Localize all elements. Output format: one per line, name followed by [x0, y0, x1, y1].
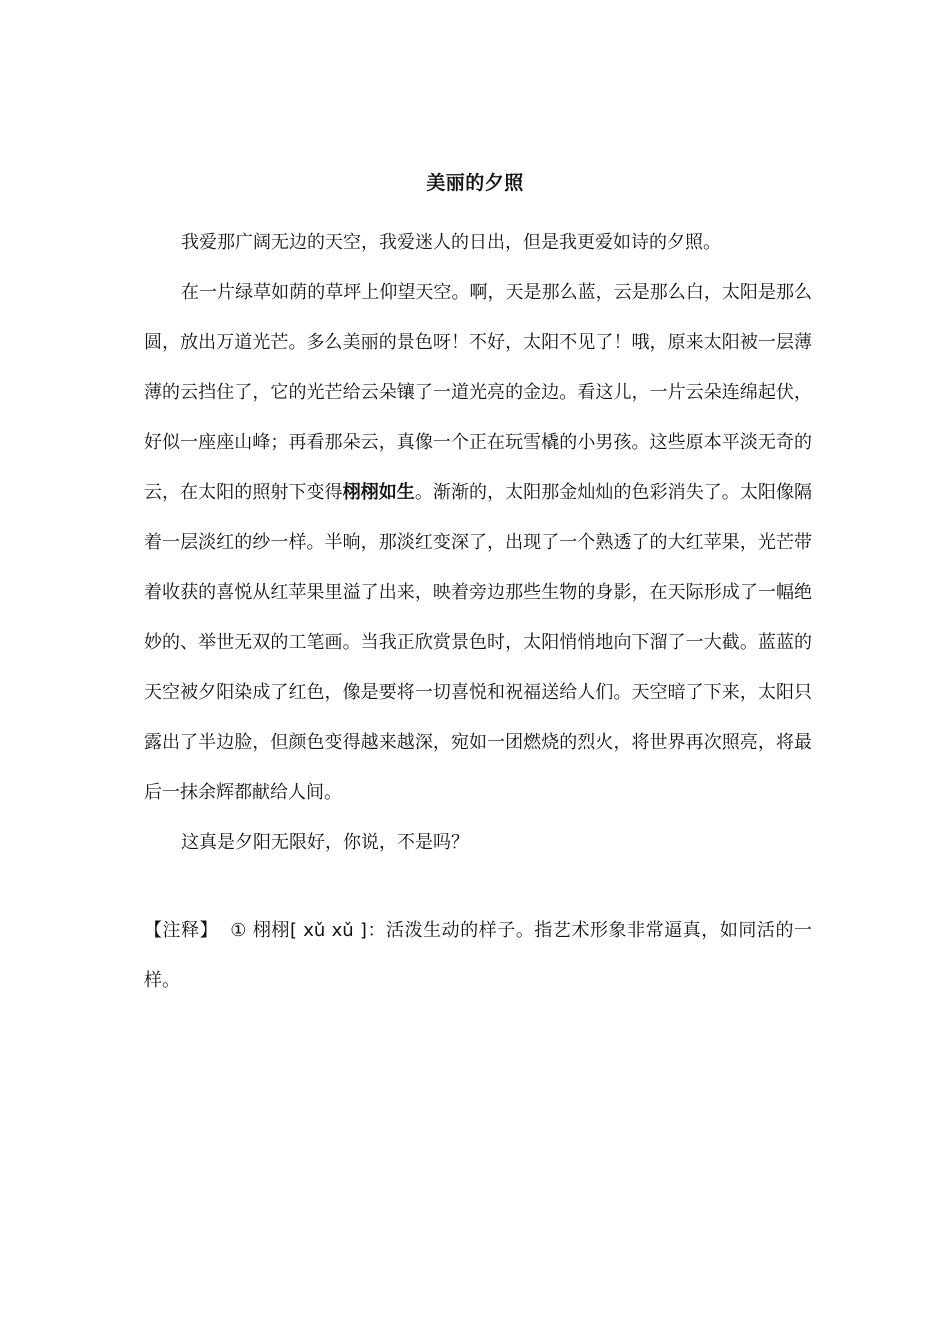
paragraph-2-text-a: 在一片绿草如荫的草坪上仰望天空。啊，天是那么蓝，云是那么白，太阳是那么圆，放出万道光芒。多么美丽的景色呀！不好，太阳不见了！哦，原来太阳被一层薄薄的云挡住了，它的光芒给云朵镶了一道光亮的金边。看这儿，一片云朵连绵起伏，好似一座座山峰；再看那朵云，真像一个正在玩雪橇的小男孩。这些原本平淡无奇的云，在太阳的照射下变得 — [144, 282, 812, 503]
bold-phrase: 栩栩如生 — [342, 482, 415, 503]
annotation-number: ① — [230, 920, 247, 941]
paragraph-2-text-b: 。渐渐的，太阳那金灿灿的色彩消失了。太阳像隔着一层淡红的纱一样。半晌，那淡红变深了，出现了一个熟透了的大红苹果，光芒带着收获的喜悦从红苹果里溢了出来，映着旁边那些生物的身影，在天际形成了一幅绝妙的、举世无双的工笔画。当我正欣赏景色时，太阳悄悄地向下溜了一大截。蓝蓝的天空被夕阳染成了红色，像是要将一切喜悦和祝福送给人们。天空暗了下来，太阳只露出了半边脸，但颜色变得越来越深，宛如一团燃烧的烈火，将世界再次照亮，将最后一抹余辉都献给人间。 — [144, 482, 813, 803]
essay-title: 美丽的夕照 — [426, 172, 524, 194]
annotation — [144, 906, 812, 1006]
annotation-label: 【注释】 — [144, 920, 219, 941]
paragraph-1: 我爱那广阔无边的天空，我爱迷人的日出，但是我更爱如诗的夕照。 — [181, 232, 721, 253]
paragraph-2 — [144, 268, 812, 818]
paragraph-3: 这真是夕阳无限好，你说，不是吗？ — [181, 832, 469, 853]
essay-body — [144, 218, 812, 868]
annotation-text: 栩栩[ xǔ xǔ ]：活泼生动的样子。指艺术形象非常逼真，如同活的一样。 — [144, 920, 812, 991]
